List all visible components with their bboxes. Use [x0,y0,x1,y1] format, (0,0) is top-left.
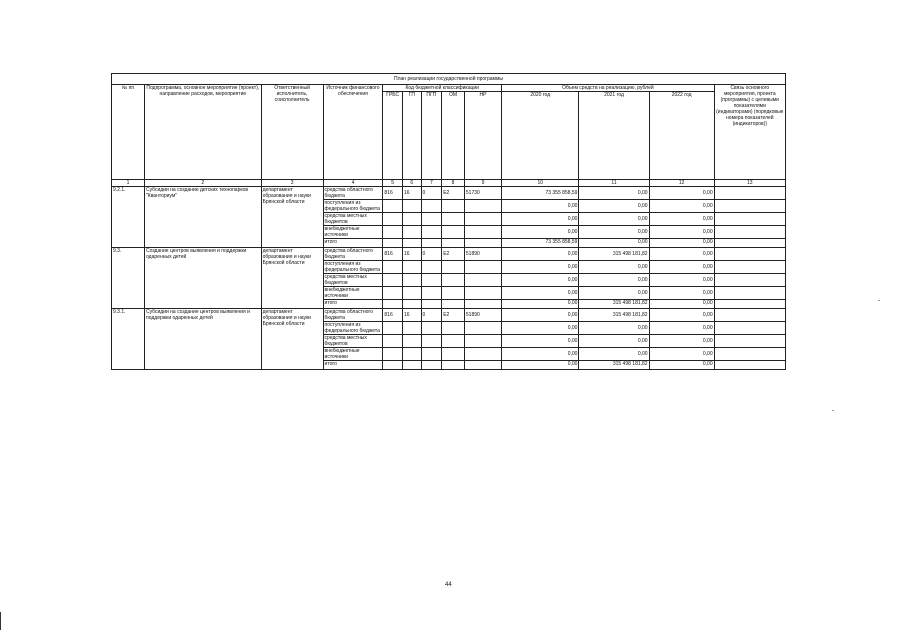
column-number: 2 [145,180,262,187]
code-pgp [421,335,442,348]
code-gp [402,274,421,287]
amount-2021: 0,00 [579,335,649,348]
code-nr [464,226,501,239]
block-exec: департамент образования и науки Брянской области [261,248,323,309]
source-label: средства местных бюджетов [323,274,383,287]
header-grbs: ГРБС [383,92,403,180]
code-grbs [383,287,403,300]
code-om [442,335,465,348]
amount-2020: 0,00 [502,322,579,335]
amount-2022: 0,00 [649,274,714,287]
source-label: средства местных бюджетов [323,213,383,226]
amount-2022: 0,00 [649,226,714,239]
code-pgp: 0 [421,309,442,322]
code-gp [402,200,421,213]
code-om [442,261,465,274]
link-cell [714,335,785,348]
amount-2022: 0,00 [649,213,714,226]
amount-2021: 0,00 [579,261,649,274]
amount-2022: 0,00 [649,200,714,213]
link-cell [714,361,785,370]
link-cell [714,239,785,248]
column-number: 10 [502,180,579,187]
block-exec: департамент образования и науки Брянской области [261,309,323,370]
block-num: 9.2.1. [112,187,145,248]
source-label: внебюджетные источники [323,287,383,300]
header-2021: 2021 год [579,92,649,180]
code-pgp [421,274,442,287]
header-2020: 2020 год [502,92,579,180]
amount-2022: 0,00 [649,300,714,309]
column-number-row [112,180,786,187]
amount-2021: 0,00 [579,200,649,213]
code-nr [464,239,501,248]
code-gp [402,322,421,335]
code-pgp [421,348,442,361]
source-label: внебюджетные источники [323,348,383,361]
header-exec: Ответственный исполнитель, соисполнитель [261,85,323,180]
code-om [442,287,465,300]
code-grbs [383,300,403,309]
code-pgp [421,239,442,248]
column-number: 8 [442,180,465,187]
amount-2020: 0,00 [502,287,579,300]
code-om [442,213,465,226]
source-label: итого [323,239,383,248]
code-grbs: 816 [383,248,403,261]
header-name: Подпрограмма, основное мероприятие (проект), направление расходов, мероприятие [145,85,262,180]
code-gp: 16 [402,187,421,200]
link-cell [714,322,785,335]
header-num: № пп [112,85,145,180]
code-gp [402,213,421,226]
header-source: Источник финансового обеспечения [323,85,383,180]
column-number: 13 [714,180,785,187]
block-exec: департамент образования и науки Брянской области [261,187,323,248]
code-gp [402,361,421,370]
link-cell [714,248,785,261]
column-number: 3 [261,180,323,187]
code-om: E2 [442,248,465,261]
column-number: 5 [383,180,403,187]
scan-edge-mark [0,612,1,630]
code-om [442,348,465,361]
amount-2022: 0,00 [649,335,714,348]
code-grbs [383,261,403,274]
amount-2022: 0,00 [649,239,714,248]
amount-2020: 0,00 [502,261,579,274]
column-number: 11 [579,180,649,187]
block-num: 9.3.1. [112,309,145,370]
code-grbs [383,200,403,213]
code-om: E2 [442,309,465,322]
amount-2020: 0,00 [502,335,579,348]
header-code-group: Код бюджетной классификации [383,85,502,92]
amount-2021: 0,00 [579,274,649,287]
code-gp [402,239,421,248]
amount-2022: 0,00 [649,309,714,322]
amount-2021: 315 498 181,82 [579,309,649,322]
link-cell [714,300,785,309]
code-nr [464,348,501,361]
code-nr [464,213,501,226]
code-gp [402,261,421,274]
amount-2022: 0,00 [649,248,714,261]
code-pgp: 0 [421,248,442,261]
link-cell [714,348,785,361]
code-om [442,239,465,248]
code-pgp [421,322,442,335]
source-label: поступления из федерального бюджета [323,322,383,335]
code-nr [464,200,501,213]
source-label: итого [323,361,383,370]
code-om: E2 [442,187,465,200]
code-pgp [421,213,442,226]
code-om [442,200,465,213]
amount-2020: 0,00 [502,361,579,370]
code-grbs [383,361,403,370]
amount-2021: 0,00 [579,287,649,300]
amount-2020: 73 355 858,59 [502,239,579,248]
code-gp [402,348,421,361]
code-gp [402,335,421,348]
table-row [112,248,786,261]
column-number: 7 [421,180,442,187]
source-label: внебюджетные источники [323,226,383,239]
header-amount-group: Объем средств на реализацию, рублей [502,85,715,92]
code-pgp [421,300,442,309]
source-label: средства областного бюджета [323,309,383,322]
column-number: 6 [402,180,421,187]
code-grbs [383,322,403,335]
code-pgp [421,200,442,213]
code-pgp [421,361,442,370]
link-cell [714,213,785,226]
code-nr [464,335,501,348]
code-om [442,300,465,309]
amount-2020: 0,00 [502,248,579,261]
code-pgp [421,287,442,300]
scan-speck [832,410,834,411]
amount-2020: 0,00 [502,213,579,226]
amount-2021: 315 498 181,82 [579,300,649,309]
source-label: поступления из федерального бюджета [323,261,383,274]
code-gp [402,226,421,239]
header-link: Связь основного мероприятия, проекта (программы) с целевыми показателями (индикаторами) (порядковые номера показателей (индикаторов)) [714,85,785,180]
amount-2021: 0,00 [579,213,649,226]
code-pgp [421,261,442,274]
amount-2021: 0,00 [579,239,649,248]
amount-2022: 0,00 [649,187,714,200]
column-number: 1 [112,180,145,187]
amount-2022: 0,00 [649,361,714,370]
code-nr: 51890 [464,248,501,261]
code-nr [464,261,501,274]
amount-2020: 0,00 [502,226,579,239]
link-cell [714,261,785,274]
table-row [112,309,786,322]
block-num: 9.3. [112,248,145,309]
table-title: План реализации государственной программы [112,74,786,85]
code-om [442,226,465,239]
plan-table [111,73,786,370]
column-number: 9 [464,180,501,187]
link-cell [714,226,785,239]
page-number: 44 [445,582,452,588]
header-pgp: ПГП [421,92,442,180]
amount-2022: 0,00 [649,348,714,361]
block-name: Субсидии на создание центров выявления и поддержки одаренных детей [145,309,262,370]
code-om [442,274,465,287]
link-cell [714,309,785,322]
amount-2021: 315 498 181,82 [579,361,649,370]
code-grbs [383,274,403,287]
code-grbs: 816 [383,309,403,322]
code-grbs [383,226,403,239]
source-label: средства местных бюджетов [323,335,383,348]
code-nr: 51730 [464,187,501,200]
code-pgp: 0 [421,187,442,200]
amount-2020: 0,00 [502,300,579,309]
link-cell [714,287,785,300]
block-name: Создание центров выявления и поддержки одаренных детей [145,248,262,309]
amount-2020: 0,00 [502,348,579,361]
amount-2021: 0,00 [579,348,649,361]
header-nr: НР [464,92,501,180]
header-om: ОМ [442,92,465,180]
link-cell [714,187,785,200]
header-gp: ГП [402,92,421,180]
amount-2021: 0,00 [579,226,649,239]
code-nr: 51890 [464,309,501,322]
code-gp: 16 [402,309,421,322]
code-grbs [383,239,403,248]
source-label: итого [323,300,383,309]
code-nr [464,361,501,370]
scan-speck [878,300,880,301]
amount-2022: 0,00 [649,287,714,300]
code-nr [464,287,501,300]
amount-2022: 0,00 [649,261,714,274]
code-nr [464,274,501,287]
code-grbs [383,213,403,226]
amount-2020: 0,00 [502,309,579,322]
source-label: средства областного бюджета [323,187,383,200]
code-grbs [383,348,403,361]
code-nr [464,322,501,335]
amount-2020: 0,00 [502,200,579,213]
code-gp [402,300,421,309]
link-cell [714,274,785,287]
amount-2020: 73 355 858,59 [502,187,579,200]
code-om [442,322,465,335]
amount-2021: 0,00 [579,187,649,200]
header-2022: 2022 год [649,92,714,180]
link-cell [714,200,785,213]
table-row [112,187,786,200]
code-gp [402,287,421,300]
block-name: Субсидии на создание детских технопарков "Кванториум" [145,187,262,248]
amount-2022: 0,00 [649,322,714,335]
amount-2021: 0,00 [579,322,649,335]
code-grbs: 816 [383,187,403,200]
code-grbs [383,335,403,348]
source-label: поступления из федерального бюджета [323,200,383,213]
code-pgp [421,226,442,239]
code-nr [464,300,501,309]
amount-2021: 315 498 181,82 [579,248,649,261]
column-number: 12 [649,180,714,187]
amount-2020: 0,00 [502,274,579,287]
code-gp: 16 [402,248,421,261]
column-number: 4 [323,180,383,187]
code-om [442,361,465,370]
source-label: средства областного бюджета [323,248,383,261]
